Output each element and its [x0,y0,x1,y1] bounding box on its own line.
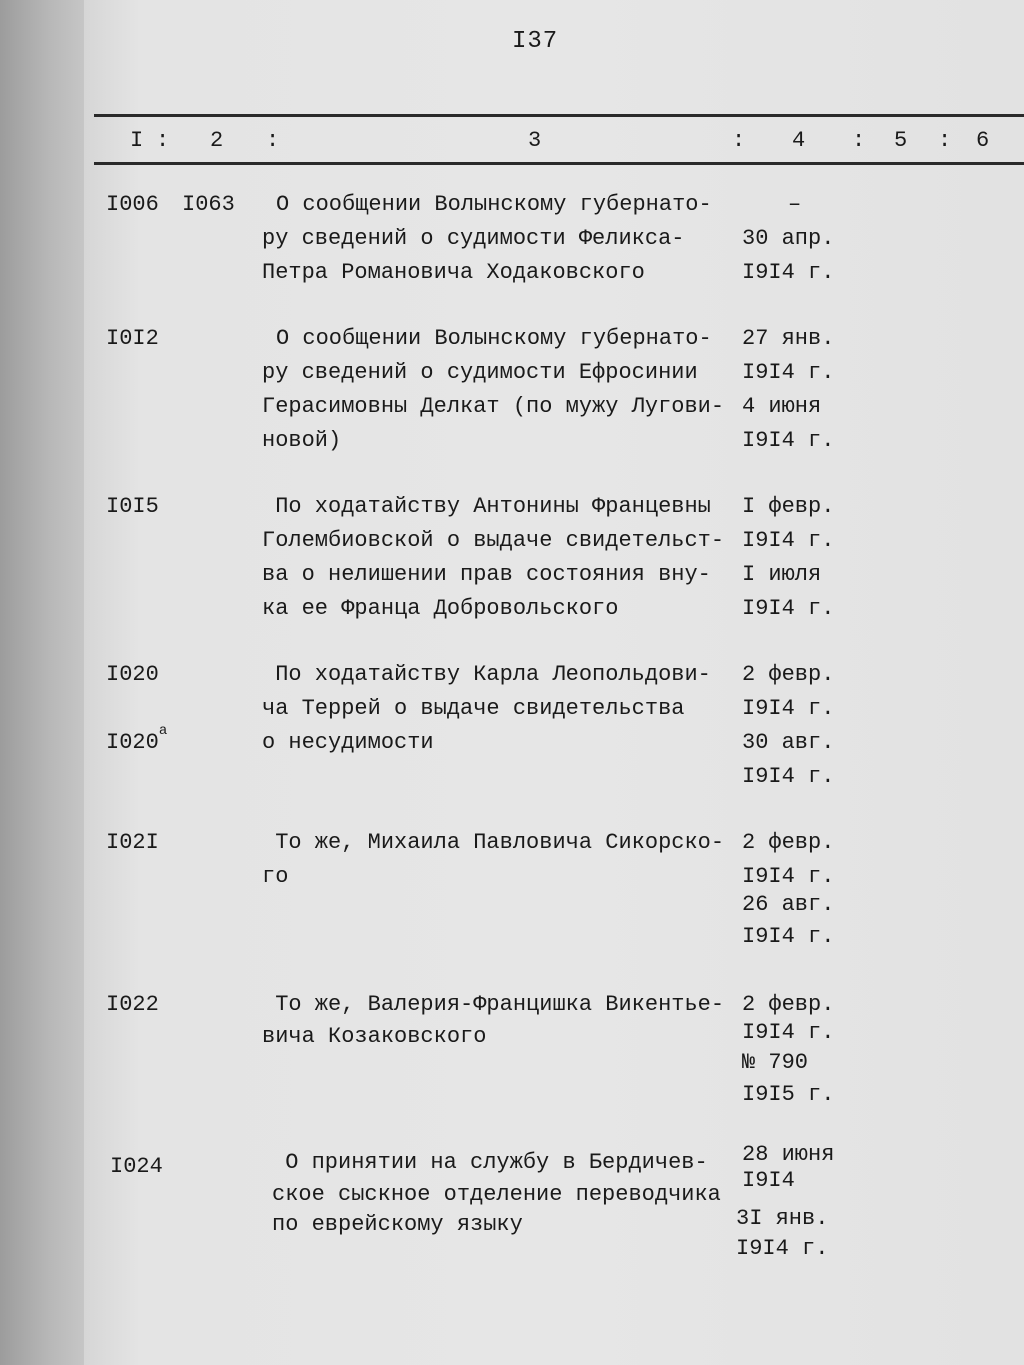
header-col-2: 2 [210,128,224,153]
row-text-line: го [262,864,289,889]
header-col-1: I [130,128,144,153]
row-number: I022 [106,992,159,1017]
row-text-line: ка ее Франца Добровольского [262,596,619,621]
row-date: 4 июня [742,394,822,419]
row-date: I9I4 г. [742,696,835,721]
row-text-line: ское сыскное отделение переводчика [272,1182,721,1207]
row-text-line: Петра Романовича Ходаковского [262,260,645,285]
row-number: I024 [110,1154,163,1179]
header-separator: : [156,128,170,153]
header-col-4: 4 [792,128,806,153]
page-number: I37 [512,28,559,55]
row-date: I9I4 г. [736,1236,829,1261]
row-date: 2 февр. [742,992,835,1017]
row-date: I9I4 г. [742,260,835,285]
row-date: I9I5 г. [742,1082,835,1107]
row-text-line: новой) [262,428,342,453]
row-date: I июля [742,562,822,587]
row-text-line: по еврейскому языку [272,1212,523,1237]
row-date: I9I4 г. [742,360,835,385]
row-text-line: О сообщении Волынскому губернато- [276,326,712,351]
row-number-sub [106,722,168,759]
row-date: I9I4 г. [742,428,835,453]
row-number: I02I [106,830,159,855]
row-date: 26 авг. [742,892,835,917]
row-text-line: вича Козаковского [262,1024,487,1049]
row-date: I9I4 г. [742,1020,835,1045]
row-number-sub-superscript: а [158,722,168,739]
row-date: – [788,192,802,217]
row-text-line: Герасимовны Делкат (по мужу Лугови- [262,394,725,419]
row-number-2: I063 [182,192,235,217]
row-number-sub-main: I020 [106,730,159,755]
header-separator: : [852,128,866,153]
row-number: I0I5 [106,494,159,519]
row-number: I020 [106,662,159,687]
row-date: 30 авг. [742,730,835,755]
row-text-line: То же, Валерия-Францишка Викентье- [262,992,725,1017]
header-col-6: 6 [976,128,990,153]
row-number: I006 [106,192,159,217]
row-text-line: ру сведений о судимости Феликса- [262,226,685,251]
row-date: 3I янв. [736,1206,829,1231]
row-date: 2 февр. [742,662,835,687]
row-date: I9I4 г. [742,528,835,553]
row-date: 30 апр. [742,226,835,251]
row-text-line: То же, Михаила Павловича Сикорско- [262,830,725,855]
header-top-rule [94,114,1024,117]
row-text-line: По ходатайству Карла Леопольдови- [262,662,711,687]
row-text-line: ва о нелишении прав состояния вну- [262,562,711,587]
header-separator: : [938,128,952,153]
row-text-line: ча Террей о выдаче свидетельства [262,696,685,721]
row-date: I февр. [742,494,835,519]
row-date: I9I4 [742,1168,795,1193]
row-text-line: ру сведений о судимости Ефросинии [262,360,698,385]
row-number: I0I2 [106,326,159,351]
row-date: 2 февр. [742,830,835,855]
row-date: № 790 [742,1050,809,1075]
row-text-line: Голембиовской о выдаче свидетельст- [262,528,725,553]
header-separator: : [266,128,280,153]
header-col-3: 3 [528,128,542,153]
left-page-edge [0,0,84,1365]
row-text-line: По ходатайству Антонины Францевны [262,494,711,519]
row-date: I9I4 г. [742,764,835,789]
row-date: I9I4 г. [742,596,835,621]
row-date: I9I4 г. [742,864,835,889]
row-date: I9I4 г. [742,924,835,949]
header-bottom-rule [94,162,1024,165]
row-text-line: О принятии на службу в Бердичев- [272,1150,708,1175]
header-col-5: 5 [894,128,908,153]
row-date: 27 янв. [742,326,835,351]
header-separator: : [732,128,746,153]
row-text-line: О сообщении Волынскому губернато- [276,192,712,217]
row-text-line: о несудимости [262,730,434,755]
row-date: 28 июня [742,1142,835,1167]
